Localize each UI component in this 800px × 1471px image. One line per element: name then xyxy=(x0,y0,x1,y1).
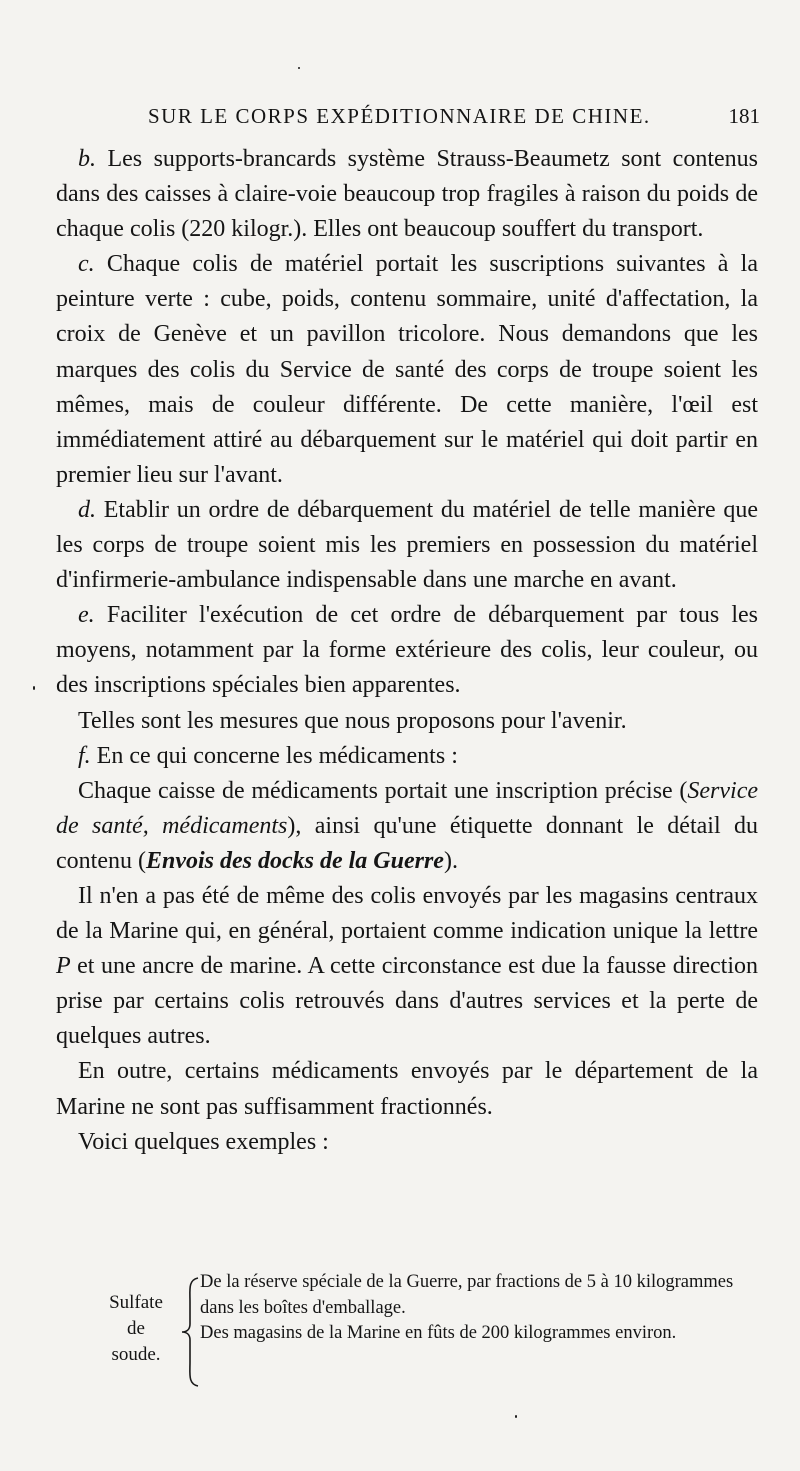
chaque-text-b: ), ainsi qu'une étiquette donnant le détail du contenu ( xyxy=(56,812,758,874)
item-marker-f: f. xyxy=(78,742,91,769)
paragraph-f-text: En ce qui concerne les médicaments : xyxy=(96,742,458,769)
item-marker-e: e. xyxy=(78,602,95,629)
letter-p: P xyxy=(56,953,71,980)
paragraph-c xyxy=(56,247,758,493)
il-text-a: Il n'en a pas été de même des colis envoyés par les magasins centraux de la Marine qui, en général, portaient comme indication unique la lettre xyxy=(56,882,758,945)
page-header xyxy=(148,100,760,140)
inscription-envois-docks: Envois des docks de la Guerre xyxy=(145,847,444,874)
ink-speck xyxy=(298,67,300,69)
chaque-text-a: Chaque caisse de médicaments portait une inscription précise ( xyxy=(78,777,688,804)
item-marker-d: d. xyxy=(78,496,96,523)
paragraph-telles: Telles sont les mesures que nous proposons pour l'avenir. xyxy=(78,707,627,734)
paragraph-d xyxy=(56,493,758,598)
inscription-service-sante: Service de santé, médicaments xyxy=(56,777,758,839)
paragraph-b-text: Les supports-brancards système Strauss-Beaumetz sont contenus dans des caisses à claire-voie beaucoup trop fragiles à raison du poids de chaque colis (220 kilogr.). Elles ont beaucoup souffert du transport. xyxy=(56,146,758,243)
paragraph-en-outre: En outre, certains médicaments envoyés par le département de la Marine ne sont pas suffisamment fractionnés. xyxy=(56,1058,758,1120)
il-text-b: et une ancre de marine. A cette circonstance est due la fausse direction prise par certains colis retrouvés dans d'autres services et la perte de quelques autres. xyxy=(56,953,758,1050)
item-marker-c: c. xyxy=(78,251,95,278)
page-number: 181 xyxy=(728,104,760,128)
table-entries xyxy=(200,1270,760,1347)
subject-line: de xyxy=(127,1318,145,1339)
paragraph-c-text: Chaque colis de matériel portait les suscriptions suivantes à la peinture verte : cube, poids, contenu sommaire, unité d'affectation, la croix de Genève et un pavillon tricolore. Nous demandons que les marques des colis du Service de santé des corps de troupe soient les mêmes, mais de couleur différente. De cette manière, l'œil est immédiatement attiré au débarquement sur le matériel qui doit partir en premier lieu sur l'avant. xyxy=(56,251,758,488)
ink-speck xyxy=(515,1415,517,1418)
table-entry: Des magasins de la Marine en fûts de 200 kilogrammes environ. xyxy=(200,1323,677,1343)
table-entry: De la réserve spéciale de la Guerre, par fractions de 5 à 10 kilogrammes dans les boîtes d'emballage. xyxy=(200,1272,734,1318)
paragraph-f xyxy=(56,739,758,774)
examples-table xyxy=(100,1266,760,1396)
paragraph-b xyxy=(56,142,758,247)
paragraph-d-text: Etablir un ordre de débarquement du matériel de telle manière que les corps de troupe soient mis les premiers en possession du matériel d'infirmerie-ambulance indispensable dans une marche en avant. xyxy=(56,496,759,594)
paragraph-voici: Voici quelques exemples : xyxy=(78,1128,329,1155)
ink-speck xyxy=(33,686,35,690)
item-marker-b: b. xyxy=(78,146,96,172)
paragraph-il xyxy=(56,879,758,1054)
paragraph-e-text: Faciliter l'exécution de cet ordre de débarquement par tous les moyens, notamment par la forme extérieure des colis, leur couleur, ou des inscriptions spéciales bien apparentes. xyxy=(56,602,759,699)
table-subject xyxy=(100,1290,172,1368)
paragraph-e xyxy=(56,598,758,703)
body-text xyxy=(56,142,758,1160)
chaque-text-c: ). xyxy=(443,847,458,874)
subject-line: Sulfate xyxy=(109,1292,163,1313)
subject-line: soude. xyxy=(111,1344,161,1365)
paragraph-chaque xyxy=(56,774,758,879)
running-title: SUR LE CORPS EXPÉDITIONNAIRE DE CHINE. xyxy=(148,104,651,128)
